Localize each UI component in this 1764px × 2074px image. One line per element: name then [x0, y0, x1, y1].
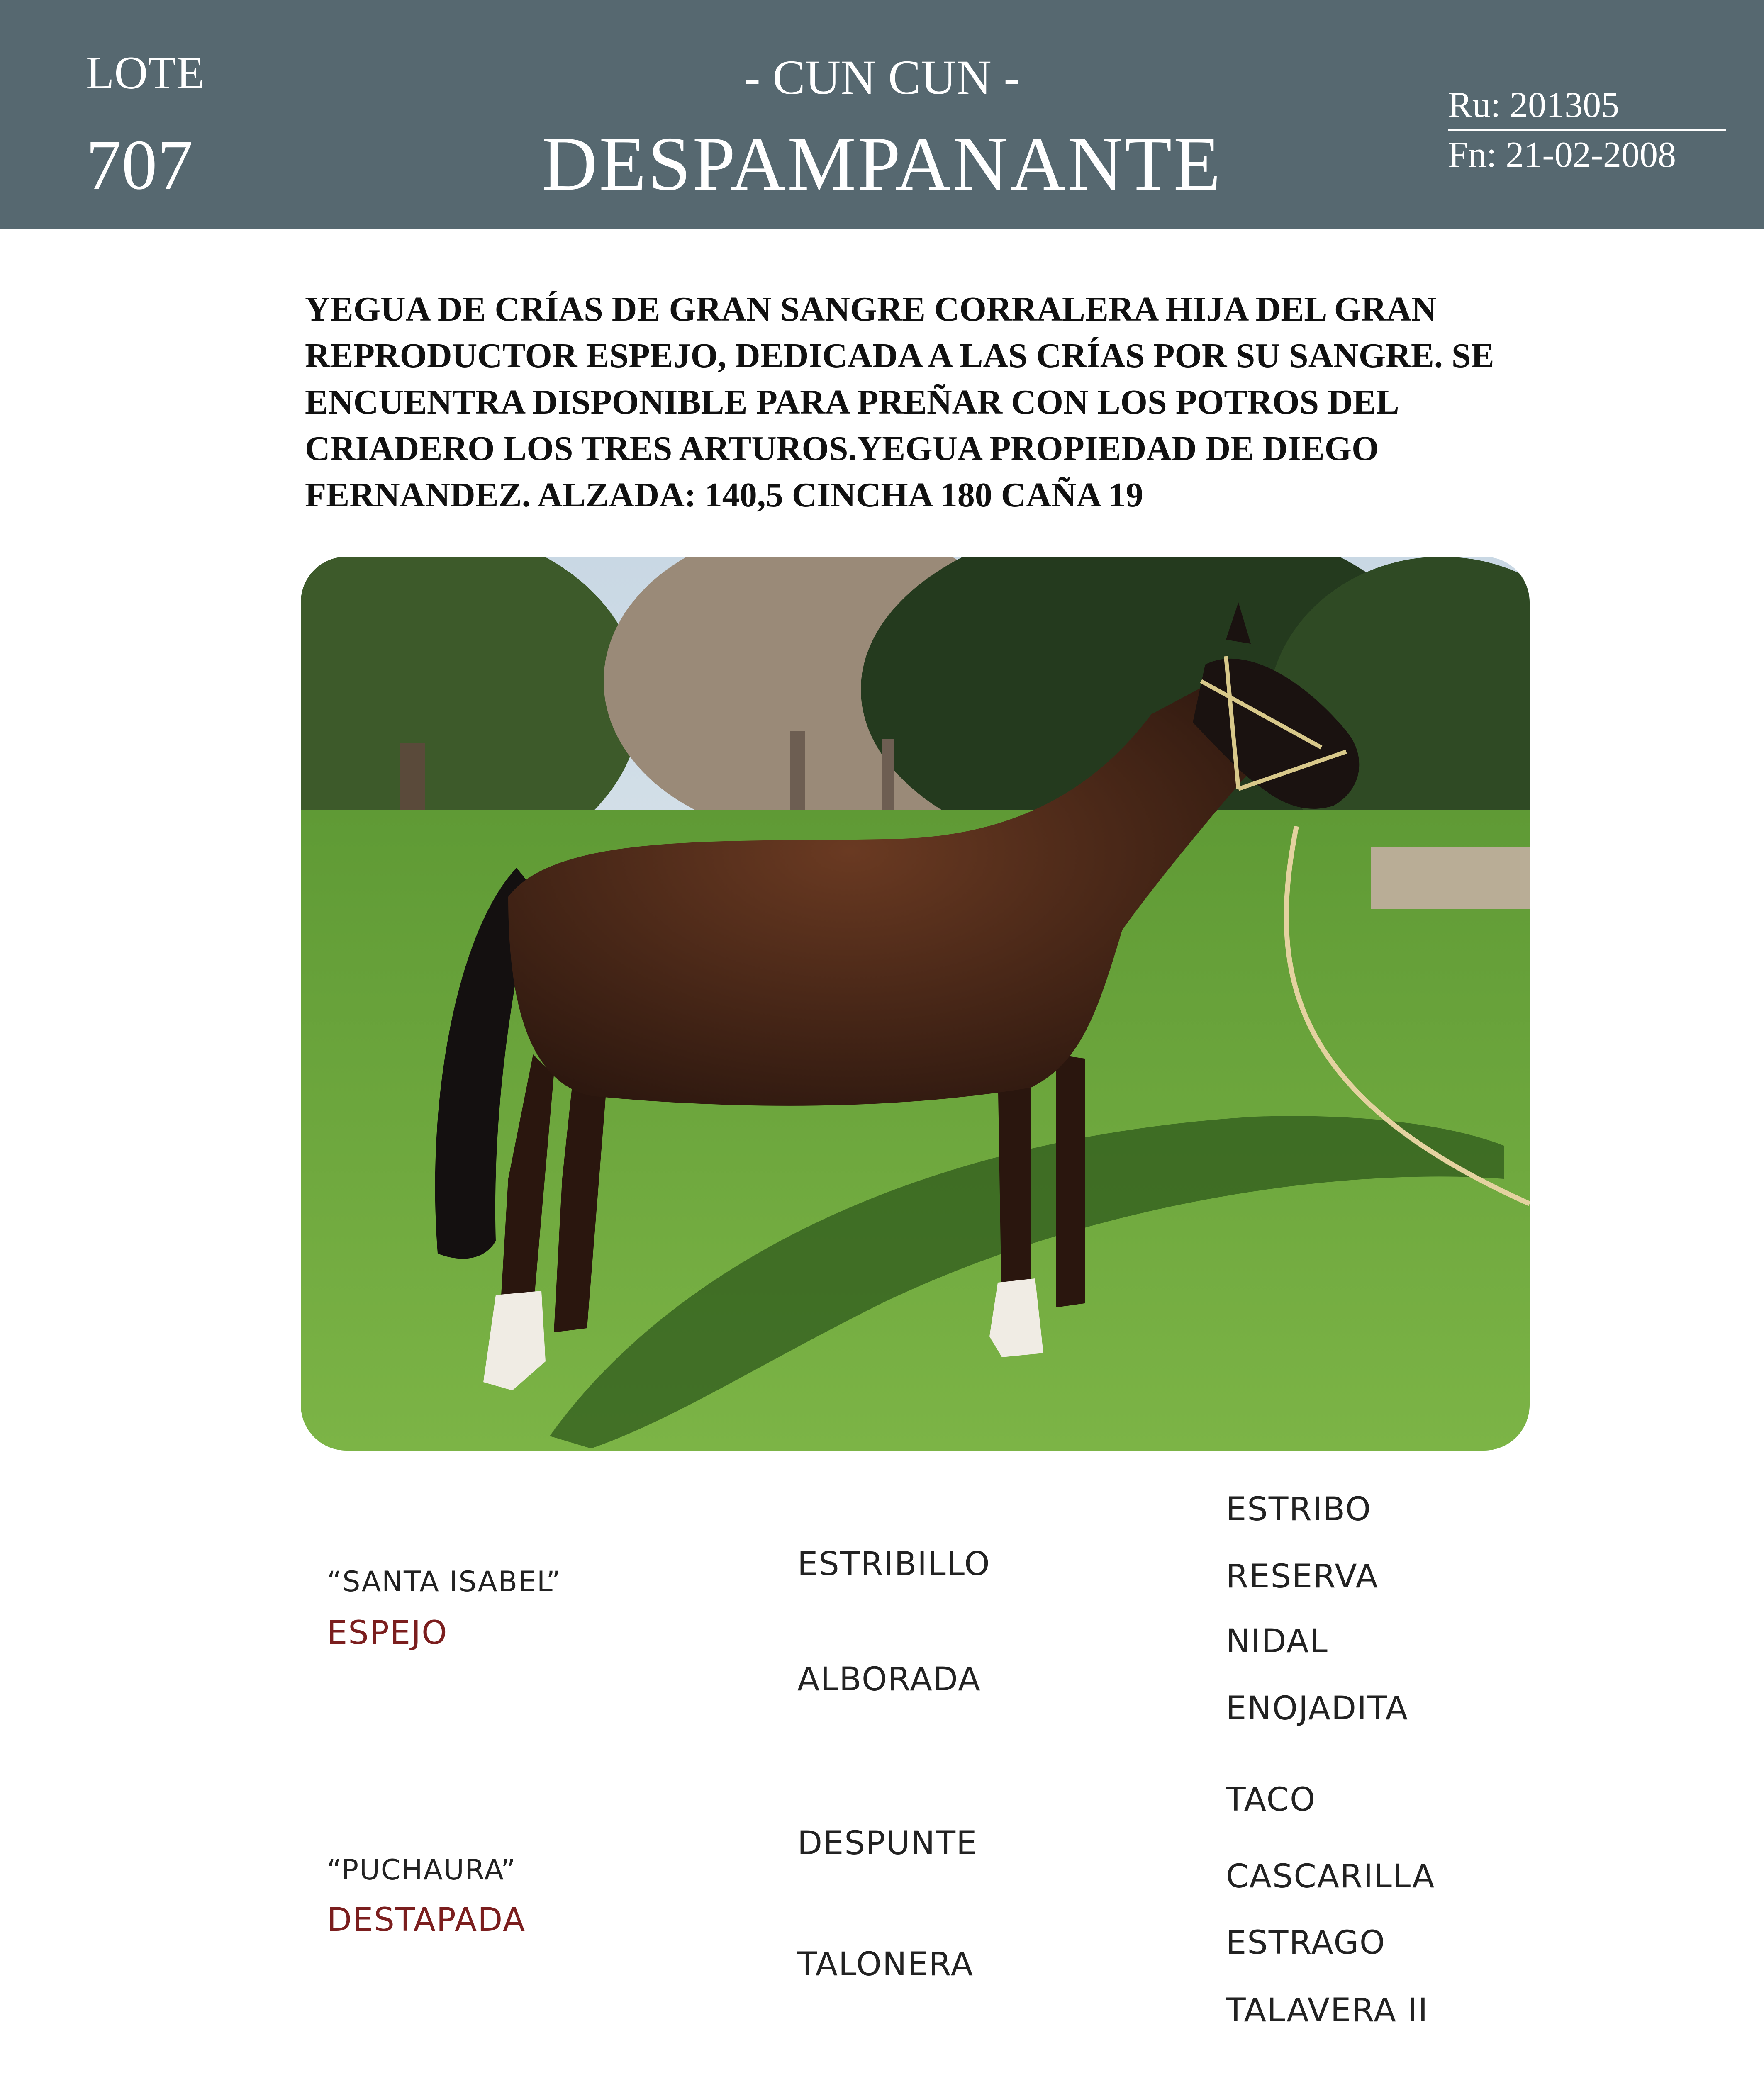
- registry-divider: [1448, 129, 1726, 131]
- lote-label: LOTE: [86, 47, 205, 99]
- lote-number: 707: [86, 126, 193, 204]
- dam-sire-sire: TACO: [1226, 1781, 1316, 1818]
- sire-dam-dam: ENOJADITA: [1226, 1690, 1409, 1727]
- sire-name: ESPEJO: [327, 1614, 448, 1652]
- horse-photo: [301, 557, 1530, 1451]
- sire-sire-dam: RESERVA: [1226, 1558, 1379, 1595]
- dam-name: DESTAPADA: [327, 1901, 526, 1939]
- criadero-name: - CUN CUN -: [744, 50, 1020, 105]
- description-text: YEGUA DE CRÍAS DE GRAN SANGRE CORRALERA HIJA DEL GRAN REPRODUCTOR ESPEJO, DEDICADA A LAS CRÍAS POR SU SANGRE. SE ENCUENTRA DISPONIBLE PARA PREÑAR CON LOS POTROS DEL CRIADERO LOS TRES ARTUROS.YEGUA PROPIEDAD DE DIEGO FERNANDEZ. ALZADA: 140,5 CINCHA 180 CAÑA 19: [305, 290, 1494, 514]
- dam-dam: TALONERA: [797, 1946, 974, 1983]
- dam-sire: DESPUNTE: [797, 1825, 978, 1862]
- sire-dam: ALBORADA: [797, 1661, 981, 1698]
- header-bar: [0, 0, 1764, 229]
- dam-breeder: “PUCHAURA”: [327, 1854, 517, 1887]
- birth-date: Fn: 21-02-2008: [1448, 135, 1676, 175]
- sire-breeder: “SANTA ISABEL”: [327, 1565, 562, 1598]
- dam-sire-dam: CASCARILLA: [1226, 1858, 1435, 1895]
- sire-sire: ESTRIBILLO: [797, 1546, 991, 1583]
- registry-number: Ru: 201305: [1448, 85, 1620, 125]
- dam-dam-sire: ESTRAGO: [1226, 1924, 1386, 1962]
- dam-dam-dam: TALAVERA II: [1226, 1992, 1429, 2029]
- horse-name: DESPAMPANANTE: [541, 121, 1223, 207]
- sire-sire-sire: ESTRIBO: [1226, 1491, 1372, 1528]
- sire-dam-sire: NIDAL: [1226, 1623, 1328, 1660]
